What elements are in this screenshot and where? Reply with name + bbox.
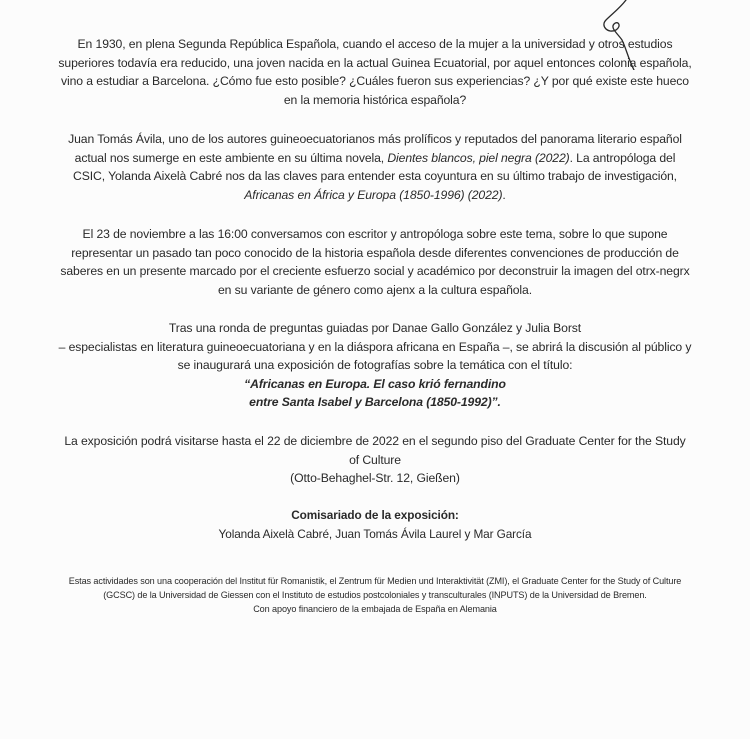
- exhibition-title-line-2: entre Santa Isabel y Barcelona (1850-1992)”.: [249, 395, 501, 410]
- round-paragraph: [58, 319, 692, 412]
- intro-paragraph: [58, 35, 692, 109]
- exhibition-address: (Otto-Behaghel-Str. 12, Gießen): [290, 471, 460, 486]
- curators-block: [58, 506, 692, 543]
- curators-heading: Comisariado de la exposición:: [291, 508, 459, 522]
- event-paragraph: [58, 225, 692, 299]
- authors-paragraph: [58, 130, 692, 204]
- exhibition-text: La exposición podrá visitarse hasta el 22 de diciembre de 2022 en el segundo piso del Graduate Center for the Study of Culture: [64, 434, 686, 467]
- footer-credits: [58, 574, 692, 616]
- authors-text-2: . La antropóloga del CSIC, Yolanda Aixelà Cabré nos da las claves para entender esta coyuntura en su último trabajo de investigación,: [73, 150, 677, 184]
- event-text: El 23 de noviembre a las 16:00 conversamos con escritor y antropóloga sobre este tema, sobre lo que supone representar un pasado tan poco conocido de la historia española desde diferentes convenciones de producción de saberes en un presente marcado por el creciente esfuerzo social y académico por deconstruir la imagen del otrx-negrx en su variante de género como ajenx a la cultura española.: [60, 227, 690, 297]
- round-line-1: Tras una ronda de preguntas guiadas por Danae Gallo González y Julia Borst: [168, 321, 582, 335]
- authors-text-1: Juan Tomás Ávila, uno de los autores guineoecuatorianos más prolíficos y reputados del panorama literario español actual nos sumerge en este ambiente en su última novela,: [68, 132, 682, 165]
- authors-text-3: .: [502, 187, 506, 202]
- round-line-2: – especialistas en literatura guineoecuatoriana y en la diáspora africana en España –, se abrirá la discusión al público y se inaugurará una exposición de fotografías sobre la temática con el título:: [58, 339, 692, 373]
- exhibition-paragraph: [58, 432, 692, 488]
- cooperation-text: Estas actividades son una cooperación del Institut für Romanistik, el Zentrum für Medien und Interaktivität (ZMI), el Graduate Center for the Study of Culture (GCSC) de la Universidad de Giessen con el Instituto de estudios postcoloniales y transculturales (INPUTS) de la Universidad de Bremen.: [68, 576, 682, 600]
- curators-names: Yolanda Aixelà Cabré, Juan Tomás Ávila Laurel y Mar García: [218, 526, 532, 541]
- exhibition-title-line-1: “Africanas en Europa. El caso krió fernandino: [244, 376, 506, 391]
- funding-text: Con apoyo financiero de la embajada de España en Alemania: [253, 604, 497, 614]
- novel-title: Dientes blancos, piel negra (2022): [387, 150, 570, 165]
- book-title: Africanas en África y Europa (1850-1996) (2022): [244, 187, 503, 202]
- intro-text: En 1930, en plena Segunda República Española, cuando el acceso de la mujer a la universidad y otros estudios superiores todavía era reducido, una joven nacida en la actual Guinea Ecuatorial, por aquel entonces colonia española, vino a estudiar a Barcelona. ¿Cómo fue esto posible? ¿Cuáles fueron sus experiencias? ¿Y por qué existe este hueco en la memoria histórica española?: [58, 37, 692, 107]
